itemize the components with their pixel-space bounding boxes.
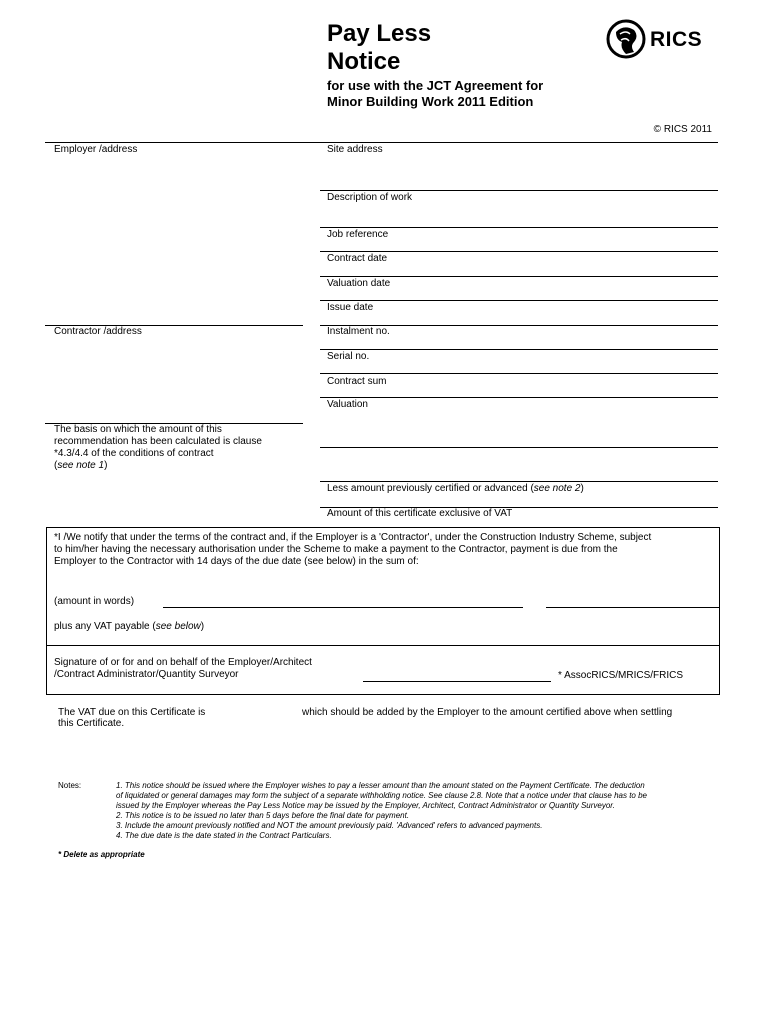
basis-line-2: recommendation has been calculated is clause xyxy=(54,436,262,447)
signature-line-2: /Contract Administrator/Quantity Surveyor xyxy=(54,669,239,680)
subtitle-line-1: for use with the JCT Agreement for xyxy=(327,78,544,93)
notes-list xyxy=(116,781,716,841)
page-subtitle xyxy=(327,78,543,110)
lion-icon xyxy=(606,18,646,60)
vat-payable-label: plus any VAT payable (see below) xyxy=(54,621,205,632)
serial-line xyxy=(320,373,718,374)
amount-excl-vat-label: Amount of this certificate exclusive of VAT xyxy=(327,508,513,519)
instalment-line xyxy=(320,349,718,350)
notice-line-1: *I /We notify that under the terms of the contract and, if the Employer is a 'Contractor', under the Construction Industry Scheme, subject xyxy=(54,532,652,543)
note-1b: of liquidated or general damages may form the subject of a separate withholding notice. See clause 2.8. Note that a notice under that clause has to be xyxy=(116,791,647,800)
amount-figure-field[interactable] xyxy=(546,607,719,608)
basis-text xyxy=(54,424,304,472)
note-3: 3. Include the amount previously notified and NOT the amount previously paid. 'Advanced' refers to advanced payments. xyxy=(116,821,543,830)
contract-date-label: Contract date xyxy=(327,253,388,264)
top-rule xyxy=(45,142,718,143)
qualifications-label: * AssocRICS/MRICS/FRICS xyxy=(558,670,684,681)
issue-date-label: Issue date xyxy=(327,302,374,313)
valuation-label: Valuation xyxy=(327,399,368,410)
rics-logo xyxy=(606,18,716,62)
page-title xyxy=(327,20,431,76)
valuation-date-line xyxy=(320,300,718,301)
site-address-line xyxy=(320,190,718,191)
signature-field[interactable] xyxy=(363,681,551,682)
employer-address-label: Employer /address xyxy=(54,144,138,155)
signature-line-1: Signature of or for and on behalf of the Employer/Architect xyxy=(54,657,312,668)
logo-text: RICS xyxy=(650,28,703,51)
blank-line xyxy=(320,481,718,482)
description-label: Description of work xyxy=(327,192,413,203)
contract-date-line xyxy=(320,276,718,277)
basis-line-1: The basis on which the amount of this xyxy=(54,424,222,435)
instalment-label: Instalment no. xyxy=(327,326,390,337)
title-line-1: Pay Less xyxy=(327,20,432,47)
notice-text xyxy=(54,532,714,568)
notice-line-3: Employer to the Contractor with 14 days of the due date (see below) in the sum of: xyxy=(54,556,419,567)
notice-divider xyxy=(46,645,719,646)
description-line xyxy=(320,227,718,228)
vat-settle-text-2: this Certificate. xyxy=(58,718,125,729)
site-address-label: Site address xyxy=(327,144,383,155)
contract-sum-label: Contract sum xyxy=(327,376,387,387)
vat-due-label: The VAT due on this Certificate is xyxy=(58,707,206,718)
note-1c: issued by the Employer whereas the Pay Less Notice may be issued by the Employer, Architect, Contract Administrator or Quantity Surveyor. xyxy=(116,801,615,810)
less-amount-label: Less amount previously certified or advanced (see note 2) xyxy=(327,483,584,494)
valuation-line xyxy=(320,447,718,448)
vat-settle-text: which should be added by the Employer to the amount certified above when settling xyxy=(302,707,673,718)
signature-label xyxy=(54,657,312,681)
note-2: 2. This notice is to be issued no later than 5 days before the final date for payment. xyxy=(116,811,410,820)
delete-as-appropriate: * Delete as appropriate xyxy=(58,850,145,859)
basis-line-3: *4.3/4.4 of the conditions of contract xyxy=(54,448,214,459)
job-reference-line xyxy=(320,251,718,252)
subtitle-line-2: Minor Building Work 2011 Edition xyxy=(327,94,534,109)
note-4: 4. The due date is the date stated in the Contract Particulars. xyxy=(116,831,332,840)
basis-line-4: (see note 1) xyxy=(54,460,108,471)
copyright: © RICS 2011 xyxy=(653,124,712,135)
valuation-date-label: Valuation date xyxy=(327,278,391,289)
job-reference-label: Job reference xyxy=(327,229,389,240)
note-1a: 1. This notice should be issued where the Employer wishes to pay a lesser amount than the amount stated on the Payment Certificate. The deduction xyxy=(116,781,645,790)
title-line-2: Notice xyxy=(327,48,401,75)
notes-label: Notes: xyxy=(58,781,82,790)
serial-label: Serial no. xyxy=(327,351,370,362)
contractor-address-label: Contractor /address xyxy=(54,326,142,337)
amount-words-field[interactable] xyxy=(163,607,523,608)
amount-in-words-label: (amount in words) xyxy=(54,596,135,607)
notice-line-2: to him/her having the necessary authorisation under the Scheme to make a payment to the Contractor, payment is due from the xyxy=(54,544,618,555)
contract-sum-line xyxy=(320,397,718,398)
